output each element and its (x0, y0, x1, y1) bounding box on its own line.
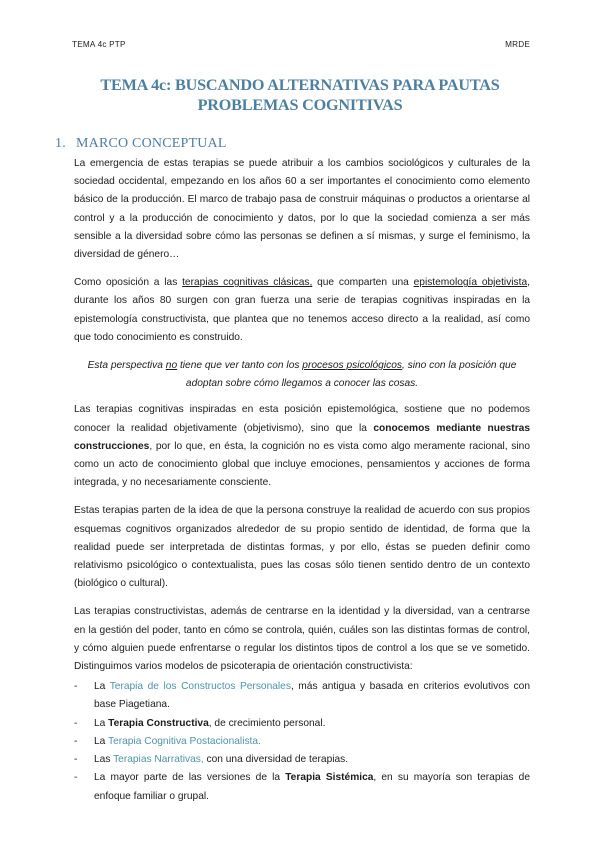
paragraph-3-bold: conocemos mediante nuestras construcciones (74, 422, 530, 452)
document-title-line-1: TEMA 4c: BUSCANDO ALTERNATIVAS PARA PAUTAS (100, 76, 500, 94)
list-item-prefix: La (94, 717, 109, 729)
term-epistemologia: epistemología objetivista (413, 277, 528, 289)
list-item-suffix: con una diversidad de terapias. (203, 754, 349, 766)
list-item-prefix: Las (94, 754, 114, 766)
list-item (74, 733, 530, 751)
list-item (74, 678, 530, 714)
list-item-prefix: La (94, 681, 110, 693)
paragraph-2-text-b: que comparten una (312, 277, 414, 289)
list-item-prefix: La mayor parte de las versiones de la (94, 772, 286, 784)
quote-text-c: , sino con la posición que adoptan sobre cómo llegamos a conocer las cosas. (185, 360, 517, 390)
document-title (60, 75, 540, 115)
document-body (74, 155, 530, 806)
list-item-term: Terapia Sistémica (285, 772, 374, 784)
list-bullet: - (74, 735, 78, 747)
section-heading (55, 136, 227, 152)
quote-text-b: tiene que ver tanto con los (177, 360, 303, 372)
paragraph-1: La emergencia de estas terapias se puede atribuir a los cambios sociológicos y culturales de la sociedad occidental, empezando en los años 60 a ser importantes el conocimiento como elemento básico de la producción. El marco de trabajo pasa de construir máquinas o productos a orientarse al control y a la producción de conocimiento y datos, por lo que la sociedad comienza a ser más sensible a la diversidad sobre cómo las personas se definen a sí mismas, y surge el feminismo, la diversidad de género… (74, 158, 530, 261)
list-item-prefix: La (94, 735, 108, 747)
list-bullet: - (74, 717, 78, 729)
list-item-suffix: , de crecimiento personal. (208, 717, 326, 729)
header-author-initials: MRDE (505, 40, 530, 49)
term-clasicas: terapias cognitivas clásicas, (182, 277, 313, 289)
list-item (74, 715, 530, 733)
italic-quote (74, 357, 530, 393)
list-item (74, 769, 530, 805)
paragraph-4: Estas terapias parten de la idea de que la persona construye la realidad de acuerdo con sus propios esquemas cognitivos organizados alrededor de su propio sentido de identidad, de forma que la realidad puede ser interpretada de distintas formas, y por ello, éstas se pueden definir como relativismo psicológico o contextualista, pues las cosas sólo tienen sentido dentro de un contexto (biológico o cultural). (74, 505, 530, 590)
quote-underlined-no: no (165, 360, 178, 372)
page-header (72, 40, 530, 49)
paragraph-3-text-a: Las terapias cognitivas inspiradas en esta posición epistemológica, sostiene que no podemos conocer la realidad objetivamente (objetivismo), sino que la (74, 404, 530, 434)
paragraph-3 (74, 401, 530, 492)
section-title: MARCO CONCEPTUAL (76, 136, 227, 151)
list-item-term: Terapias Narrativas, (113, 754, 204, 766)
list-bullet: - (74, 754, 78, 766)
quote-underlined-procesos: procesos psicológicos (302, 360, 402, 372)
list-bullet: - (74, 681, 78, 693)
list-item (74, 751, 530, 769)
section-number: 1. (55, 136, 66, 151)
list-item-term: Terapia Constructiva (108, 717, 209, 729)
paragraph-2-text-c: , durante los años 80 surgen con gran fuerza una serie de terapias cognitivas inspiradas en la epistemología constructivista, que plantea que no tenemos acceso directo a la realidad, así como que todo conocimiento es construido. (74, 277, 530, 343)
list-item-suffix: , más antigua y basada en criterios evolutivos con base Piagetiana. (94, 681, 530, 711)
list-item-term: Terapia de los Constructos Personales (109, 681, 291, 693)
quote-text-a: Esta perspectiva (87, 360, 166, 372)
list-item-suffix: , en su mayoría son terapias de enfoque familiar o grupal. (94, 772, 530, 802)
document-title-line-2: PROBLEMAS COGNITIVAS (197, 96, 403, 114)
list-bullet: - (74, 772, 78, 784)
header-course-label: TEMA 4c PTP (72, 40, 126, 49)
paragraph-2 (74, 274, 530, 347)
therapy-models-list (74, 678, 530, 805)
paragraph-3-text-b: , por lo que, en ésta, la cognición no es vista como algo meramente racional, sino como un acto de conocimiento global que incluye emociones, pensamientos y acciones de forma integrada, y no necesariamente consciente. (74, 440, 530, 489)
paragraph-2-text-a: Como oposición a las (74, 277, 183, 289)
paragraph-5: Las terapias constructivistas, además de centrarse en la identidad y la diversidad, van a centrarse en la gestión del poder, tanto en cómo se controla, quién, cuáles son las distintas formas de control, y cómo alguien puede enfrentarse o regular los distintos tipos de control a los que se ve sometido. Distinguimos varios modelos de psicoterapia de orientación constructivista: (74, 606, 530, 673)
list-item-term: Terapia Cognitiva Postacionalista. (107, 735, 261, 747)
